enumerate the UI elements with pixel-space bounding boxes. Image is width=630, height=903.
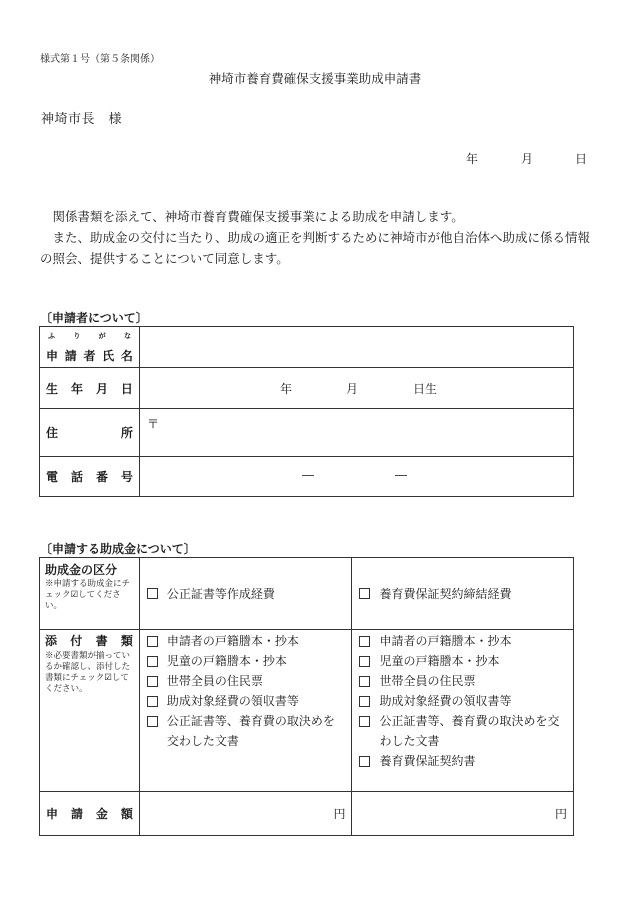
address-label: 住 所	[40, 409, 140, 457]
category-note: ※申請する助成金にチェック☑してください。	[45, 579, 131, 611]
list-item[interactable]: 世帯全員の住民票	[147, 671, 346, 691]
list-item[interactable]: 公正証書等、養育費の取決めを交わした文書	[147, 711, 346, 751]
category-option-2[interactable]: 養育費保証契約締結経費	[352, 558, 574, 630]
page-title: 神埼市養育費確保支援事業助成申請書	[208, 71, 422, 86]
date-month-unit: 月	[521, 152, 534, 166]
amount-label: 申 請 金 額	[40, 792, 140, 836]
list-item[interactable]: 助成対象経費の領収書等	[147, 691, 346, 711]
attachments-label: 添 付 書 類	[45, 634, 133, 648]
phone-dash-1: ―	[301, 468, 314, 482]
list-item[interactable]: 公正証書等、養育費の取決めを交わした文書	[359, 711, 567, 751]
category-option-1[interactable]: 公正証書等作成経費	[139, 558, 352, 630]
address-input-field[interactable]	[139, 409, 573, 457]
name-label-cell	[40, 327, 140, 368]
form-number: 様式第１号（第５条関係）	[40, 54, 160, 65]
checkbox[interactable]	[147, 676, 158, 687]
category-label-cell	[40, 558, 140, 630]
list-item[interactable]: 申請者の戸籍謄本・抄本	[359, 631, 567, 651]
consent-paragraph-2: また、助成金の交付に当たり、助成の適正を判断するために神埼市が他自治体へ助成に係る情報の照会、提供することについて同意します。	[40, 230, 591, 266]
yen-unit: 円	[554, 807, 567, 821]
address-row	[40, 409, 574, 457]
checkbox[interactable]	[359, 756, 370, 767]
attachments-left-list	[147, 631, 346, 751]
furigana-label: ふ り が な	[48, 331, 131, 340]
checkbox[interactable]	[359, 588, 370, 599]
phone-label: 電 話 番 号	[40, 457, 140, 497]
yen-unit: 円	[333, 807, 346, 821]
category-label: 助成金の区分	[45, 563, 118, 577]
applicant-section-title: 〔申請者について〕	[40, 311, 148, 325]
attachments-right-list-cell	[352, 630, 574, 792]
attachments-right-list	[359, 631, 567, 771]
checkbox[interactable]	[359, 676, 370, 687]
list-item[interactable]: 児童の戸籍謄本・抄本	[359, 651, 567, 671]
attachments-note: ※必要書類が揃っているか確認し、添付した書類にチェック☑してください。	[45, 651, 131, 694]
list-item[interactable]: 児童の戸籍謄本・抄本	[147, 651, 346, 671]
postal-mark: 〒	[146, 417, 159, 431]
consent-paragraph-1: 関係書類を添えて、神埼市養育費確保支援事業による助成を申請します。	[52, 209, 464, 224]
addressee: 神埼市長 様	[41, 112, 123, 127]
subsidy-table	[39, 557, 574, 836]
amount-row	[40, 792, 574, 836]
checkbox[interactable]	[147, 696, 158, 707]
phone-row	[40, 457, 574, 497]
checkbox[interactable]	[147, 636, 158, 647]
name-input-field[interactable]	[139, 327, 573, 368]
birth-month-unit: 月	[345, 382, 358, 396]
birthdate-input-field[interactable]	[139, 368, 573, 409]
checkbox[interactable]	[359, 696, 370, 707]
name-row	[40, 327, 574, 368]
attachments-row	[40, 630, 574, 792]
checkbox[interactable]	[147, 716, 158, 727]
amount-input-left[interactable]	[139, 792, 352, 836]
list-item[interactable]: 申請者の戸籍謄本・抄本	[147, 631, 346, 651]
checkbox[interactable]	[147, 588, 158, 599]
attachments-left-list-cell	[139, 630, 352, 792]
list-item[interactable]: 養育費保証契約書	[359, 751, 567, 771]
date-year-unit: 年	[466, 152, 479, 166]
subsidy-section-title: 〔申請する助成金について〕	[40, 542, 196, 556]
birth-year-unit: 年	[279, 382, 292, 396]
amount-input-right[interactable]	[352, 792, 574, 836]
checkbox[interactable]	[359, 716, 370, 727]
birthdate-row	[40, 368, 574, 409]
checkbox[interactable]	[147, 656, 158, 667]
list-item[interactable]: 助成対象経費の領収書等	[359, 691, 567, 711]
date-day-unit: 日	[575, 152, 588, 166]
name-label: 申 請 者 氏 名	[46, 348, 133, 363]
checkbox[interactable]	[359, 656, 370, 667]
phone-input-field[interactable]	[139, 457, 573, 497]
birth-day-unit: 日生	[412, 382, 437, 396]
applicant-table	[39, 326, 574, 497]
birthdate-label: 生 年 月 日	[40, 368, 140, 409]
attachments-label-cell	[40, 630, 140, 792]
phone-dash-2: ―	[394, 468, 407, 482]
list-item[interactable]: 世帯全員の住民票	[359, 671, 567, 691]
category-row	[40, 558, 574, 630]
checkbox[interactable]	[359, 636, 370, 647]
